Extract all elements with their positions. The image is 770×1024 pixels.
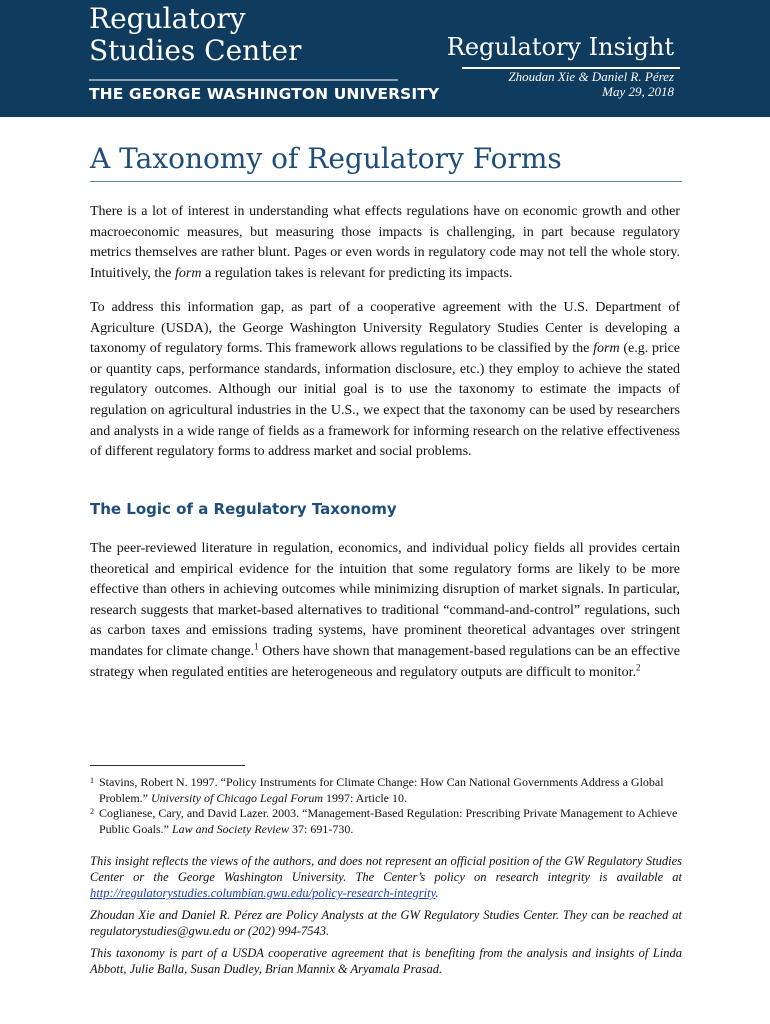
research-integrity-link[interactable]: http://regulatorystudies.columbian.gwu.edu/policy-research-integrity xyxy=(90,886,436,900)
publication-date: May 29, 2018 xyxy=(602,84,674,99)
authors: Zhoudan Xie & Daniel R. Pérez xyxy=(508,69,674,84)
emphasis: form xyxy=(175,265,202,281)
footnote-2 xyxy=(90,806,682,837)
footnote-ref-2[interactable]: 2 xyxy=(635,661,641,672)
org-name-line1: Regulatory xyxy=(89,2,246,35)
section-heading: The Logic of a Regulatory Taxonomy xyxy=(90,500,397,518)
footnote-journal: Law and Society Review xyxy=(172,821,289,836)
paragraph-text: There is a lot of interest in understanding what effects regulations have on economic growth and other macroeconomic measures, but measuring those impacts is challenging, in part because regulatory metrics themselves are rather blunt. Pages or even words in regulatory code may not tell the whole story. Intuitively, the xyxy=(90,204,680,281)
paragraph-text: To address this information gap, as part of a cooperative agreement with the U.S. Department of Agriculture (USDA), the George Washington University Regulatory Studies Center is developing a taxonomy of regulatory forms. This framework allows regulations to be classified by the xyxy=(90,300,680,357)
org-name-line2: Studies Center xyxy=(89,34,302,67)
footnote-ref-1[interactable]: 1 xyxy=(254,641,259,652)
series-title: Regulatory Insight xyxy=(446,33,674,61)
paragraph-logic xyxy=(90,539,680,683)
footnote-1 xyxy=(90,775,682,806)
footnote-number: 2 xyxy=(90,807,94,816)
author-bio-note: Zhoudan Xie and Daniel R. Pérez are Policy Analysts at the GW Regulatory Studies Center. They can be reached at regulatorystudies@gwu.edu or (202) 994-7543. xyxy=(90,908,682,938)
paragraph-intro xyxy=(90,202,680,284)
acknowledgment-note: This taxonomy is part of a USDA cooperative agreement that is benefiting from the analysis and insights of Linda Abbott, Julie Balla, Susan Dudley, Brian Mannix & Aryamala Prasad. xyxy=(90,946,682,976)
footnote-text: 1997: Article 10. xyxy=(322,790,407,805)
university-name: THE GEORGE WASHINGTON UNIVERSITY xyxy=(89,85,440,103)
title-divider xyxy=(90,181,682,182)
paragraph-text: (e.g. price or quantity caps, performance standards, information disclosure, etc.) they employ to achieve the stated regulatory outcomes. Although our initial goal is to use the taxonomy to estimate the impacts of regulation on agricultural industries in the U.S., we expect that the taxonomy can be used by researchers and analysts in a wide range of fields as a framework for informing research on the relative effectiveness of different regulatory forms to address market and social problems. xyxy=(90,341,681,460)
paragraph-text: The peer-reviewed literature in regulation, economics, and individual policy fields all provides certain theoretical and empirical evidence for the intuition that some regulatory forms are likely to be more effective than others in achieving outcomes while minimizing disruption of market signals. In particular, research suggests that market-based alternatives to traditional “command-and-control” regulations, such as carbon taxes and emissions trading systems, have prominent theoretical advantages over stringent mandates for climate change. xyxy=(90,541,680,659)
header-banner xyxy=(0,0,770,117)
paragraph-purpose xyxy=(90,298,680,463)
paragraph-text: Others have shown that management-based regulations can be an effective strategy when regulated entities are heterogeneous and regulatory outputs are difficult to monitor. xyxy=(90,643,680,680)
emphasis: form xyxy=(593,341,620,357)
footnote-journal: University of Chicago Legal Forum xyxy=(151,790,323,805)
paragraph-text: a regulation takes is relevant for predicting its impacts. xyxy=(201,265,513,281)
footnote-text: Stavins, Robert N. 1997. “Policy Instruments for Climate Change: How Can National Governments Address a Global Problem.” xyxy=(99,775,664,805)
footnote-number: 1 xyxy=(90,776,94,785)
footnote-text: 37: 691-730. xyxy=(288,821,354,836)
banner-divider xyxy=(89,79,398,81)
page-title: A Taxonomy of Regulatory Forms xyxy=(90,142,562,175)
note-text: . xyxy=(435,886,439,900)
footnote-divider xyxy=(90,765,245,766)
disclaimer-note xyxy=(90,853,682,901)
footnote-text: Coglianese, Cary, and David Lazer. 2003. “Management-Based Regulation: Prescribing Private Management to Achieve Public Goals.” xyxy=(99,806,678,836)
note-text: This insight reflects the views of the authors, and does not represent an official position of the GW Regulatory Studies Center or the George Washington University. The Center’s policy on research integrity is available at xyxy=(90,854,682,884)
